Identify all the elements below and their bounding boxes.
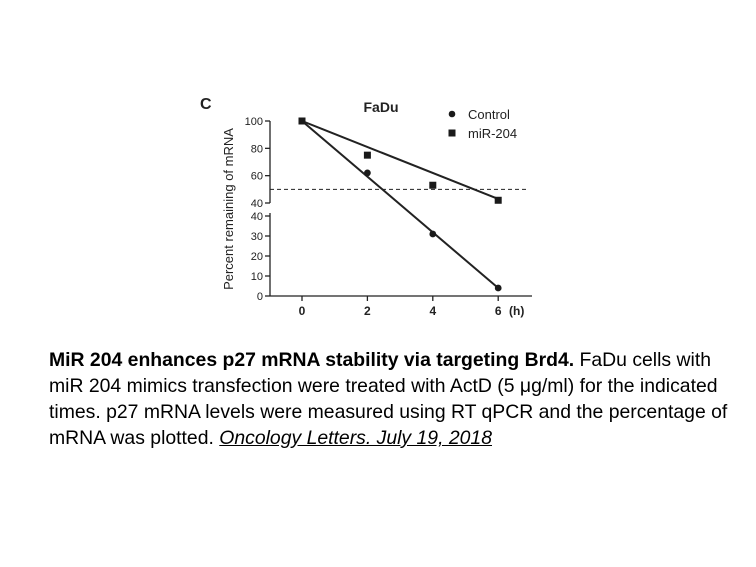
point-control-4h	[429, 231, 436, 238]
panel-label: C	[200, 96, 212, 113]
y-tick-label-lower-40: 40	[250, 211, 263, 223]
y-axis-label: Percent remaining of mRNA	[221, 128, 236, 290]
y-tick-label-lower-20: 20	[250, 251, 263, 263]
point-mir204-0h	[299, 118, 306, 125]
legend-label-control: Control	[468, 107, 510, 122]
legend-marker-control	[449, 111, 456, 118]
legend-marker-mir204	[449, 130, 456, 137]
axes	[270, 121, 532, 296]
x-unit-label: (h)	[509, 304, 525, 318]
y-tick-label-upper-100: 100	[244, 116, 263, 128]
x-tick-label-0: 0	[298, 304, 306, 318]
point-control-2h	[364, 170, 371, 177]
point-mir204-2h	[364, 152, 371, 159]
legend-label-mir204: miR-204	[468, 126, 518, 141]
y-tick-label-upper-60: 60	[250, 170, 263, 183]
x-tick-label-4: 4	[429, 304, 437, 318]
point-mir204-4h	[429, 182, 436, 189]
fit-line-control	[302, 121, 498, 288]
y-tick-label-upper-80: 80	[250, 143, 263, 156]
chart-title: FaDu	[363, 99, 399, 115]
point-control-6h	[495, 285, 502, 292]
y-ticks-lower	[251, 211, 270, 303]
y-tick-label-upper-40: 40	[250, 198, 263, 210]
y-tick-label-lower-30: 30	[250, 231, 263, 243]
caption-source-link[interactable]: Oncology Letters. July 19, 2018	[219, 427, 492, 449]
x-tick-label-2: 2	[364, 304, 371, 318]
y-tick-label-lower-0: 0	[256, 291, 263, 303]
caption-title: MiR 204 enhances p27 mRNA stability via targeting Brd4.	[49, 349, 575, 371]
point-mir204-6h	[495, 197, 502, 204]
fit-lines	[302, 121, 498, 288]
y-ticks-upper	[245, 116, 270, 210]
y-tick-label-lower-10: 10	[250, 271, 263, 283]
x-ticks	[299, 296, 502, 318]
figure-caption	[49, 347, 729, 451]
caption-body: FaDu cells with miR 204 mimics transfection were treated with ActD (5 μg/ml) for the indicated times. p27 mRNA levels were measured using RT qPCR and the percentage of mRNA was plotted.	[49, 349, 728, 449]
x-tick-label-6: 6	[494, 304, 502, 318]
